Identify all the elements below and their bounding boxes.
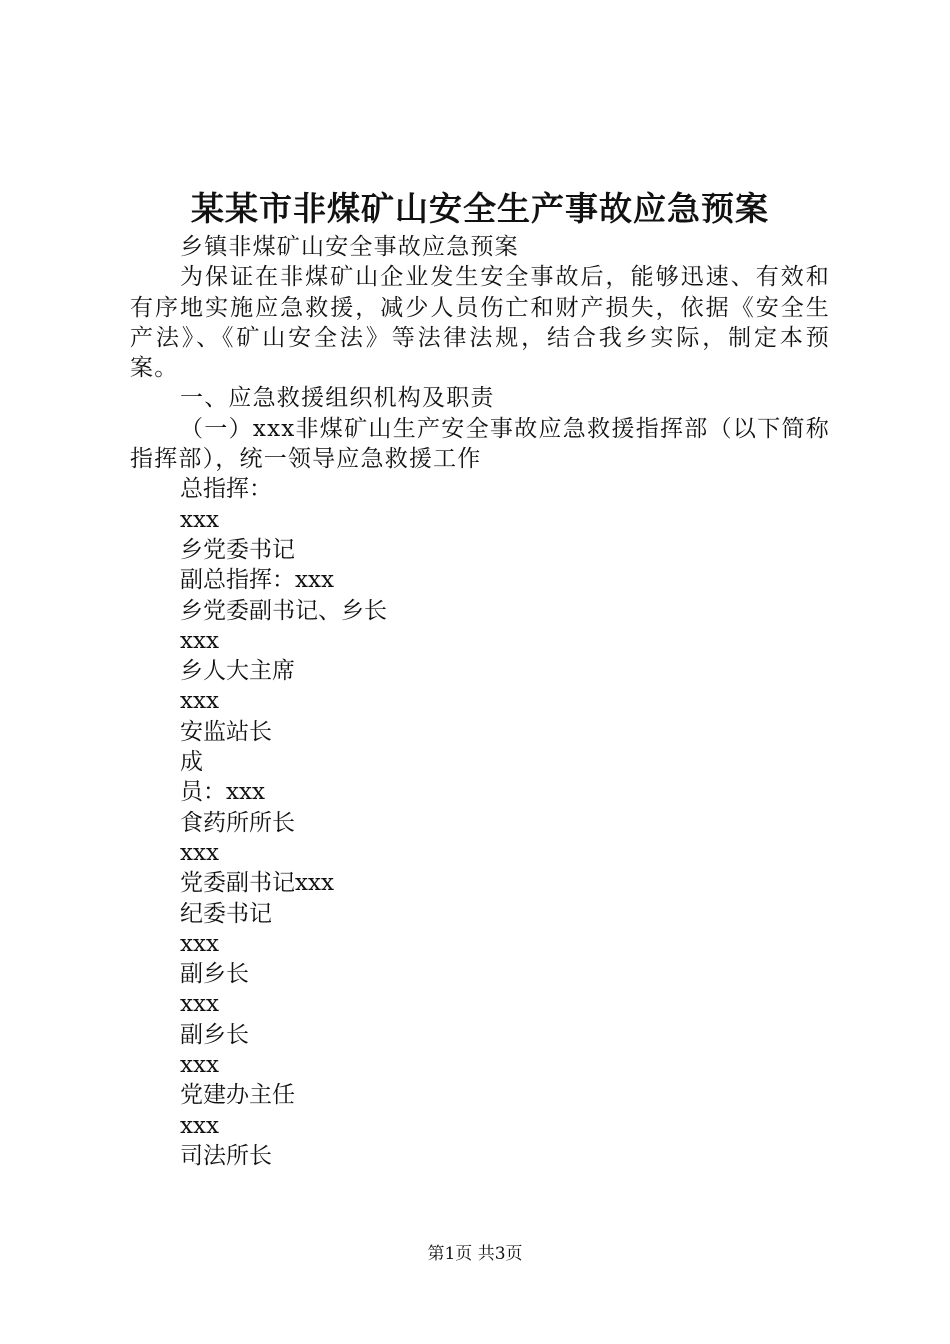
list-item: xxx: [180, 1112, 219, 1139]
list-item: 副总指挥：xxx: [180, 567, 334, 594]
list-item: xxx: [180, 839, 219, 866]
list-item: 司法所长: [180, 1142, 272, 1169]
section-heading: 一、应急救援组织机构及职责: [180, 385, 495, 412]
list-item: xxx: [180, 627, 219, 654]
page-indicator: 第1页 共3页: [427, 1244, 523, 1264]
subtitle: 乡镇非煤矿山安全事故应急预案: [180, 234, 519, 260]
list-item: 安监站长: [180, 718, 272, 745]
list-item: 党建办主任: [180, 1082, 295, 1109]
intro-paragraph: 为保证在非煤矿山企业发生安全事故后，能够迅速、有效和有序地实施应急救援，减少人员伤亡和财产损失，依据《安全生产法》、《矿山安全法》等法律法规，结合我乡实际，制定本预案。: [130, 264, 830, 382]
list-item: 副乡长: [180, 961, 249, 988]
list-item: 副乡长: [180, 1021, 249, 1048]
list-item: 乡党委副书记、乡长: [180, 597, 387, 624]
list-item: 纪委书记: [180, 900, 272, 927]
list-item: 乡人大主席: [180, 658, 295, 685]
list-item: 食药所所长: [180, 809, 295, 836]
list-item: xxx: [180, 991, 219, 1018]
page-footer: [0, 1242, 950, 1266]
section-subheading: （一）xxx非煤矿山生产安全事故应急救援指挥部（以下简称指挥部），统一领导应急救援工作: [130, 415, 830, 473]
document-body: [130, 232, 830, 1171]
list-item: xxx: [180, 930, 219, 957]
list-item: 党委副书记xxx: [180, 870, 334, 897]
list-item: 总指挥：: [180, 476, 272, 503]
list-item: xxx: [180, 1052, 219, 1079]
list-item: 员：xxx: [180, 779, 265, 806]
list-item: 成: [180, 749, 203, 776]
list-item: xxx: [180, 506, 219, 533]
document-title: 某某市非煤矿山安全生产事故应急预案: [191, 189, 769, 228]
list-item: xxx: [180, 688, 219, 715]
list-item: 乡党委书记: [180, 536, 295, 563]
